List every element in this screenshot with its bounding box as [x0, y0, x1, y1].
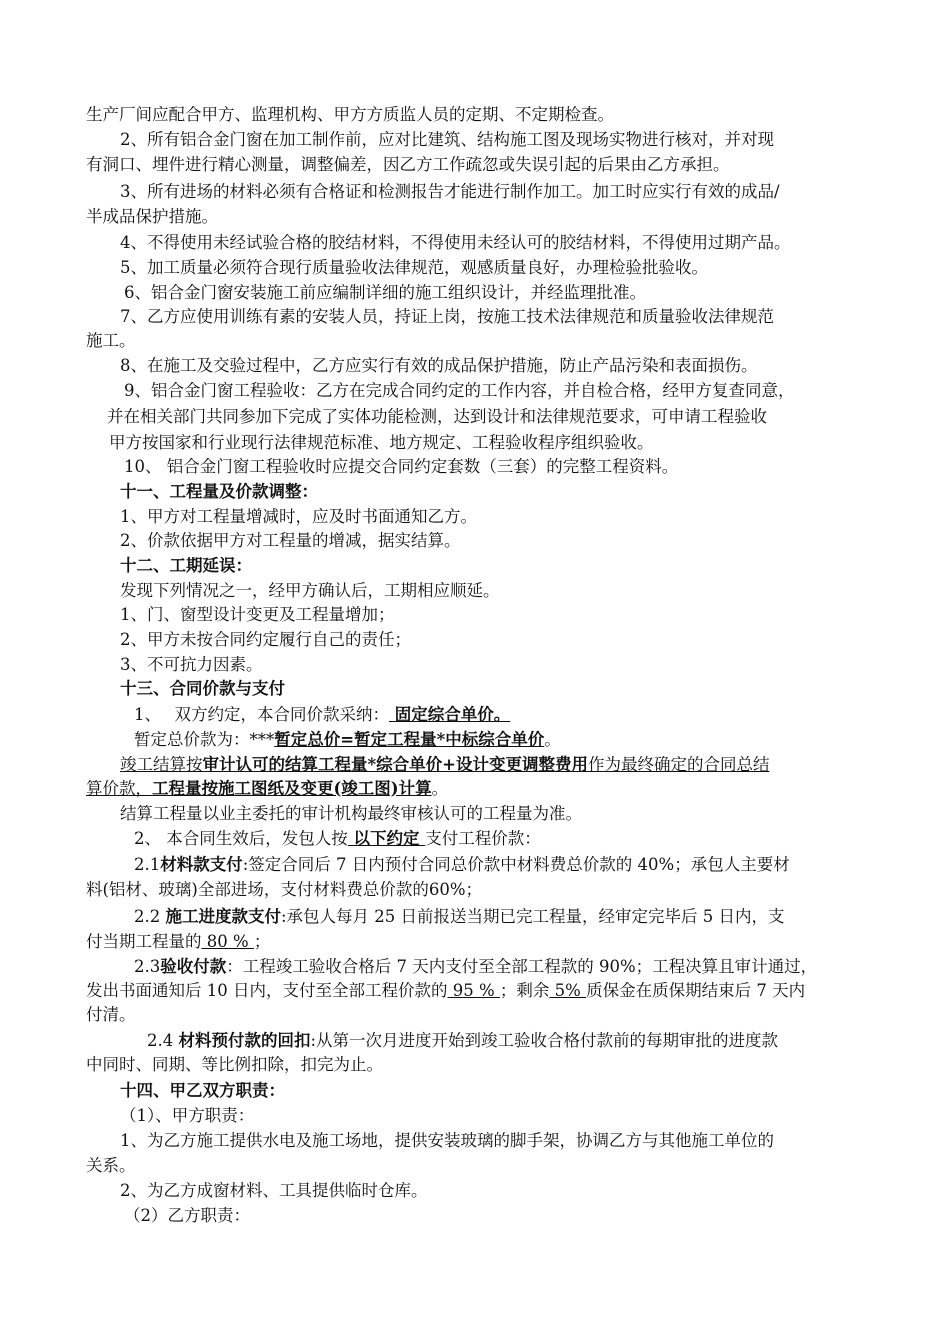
- text-line: （2）乙方职责：: [124, 1206, 250, 1225]
- text-line: 2、价款依据甲方对工程量的增减，据实结算。: [120, 531, 461, 550]
- text-line: [134, 854, 790, 876]
- section-heading-14: 十四、甲乙双方职责：: [120, 1081, 285, 1100]
- text-line: 4、不得使用未经试验合格的胶结材料，不得使用未经认可的胶结材料，不得使用过期产品。: [120, 233, 791, 252]
- text-line: 生产厂间应配合甲方、监理机构、甲方方质监人员的定期、不定期检查。: [86, 105, 614, 124]
- text-line: 7、乙方应使用训练有素的安装人员，持证上岗，按施工技术法律规范和质量验收法律规范: [120, 307, 774, 326]
- text-run: ；剩余: [499, 981, 550, 1000]
- text-line: [86, 931, 270, 953]
- text-run: 。: [544, 730, 561, 749]
- text-line: 甲方按国家和行业现行法律规范标准、地方规定、工程验收程序组织验收。: [109, 433, 654, 452]
- text-line: 1、甲方对工程量增减时，应及时书面通知乙方。: [120, 507, 477, 526]
- text-run: :签定合同后 7 日内预付合同总价款中材料费总价款的 40%；承包人主要材: [242, 855, 790, 874]
- text-line: 中同时、同期、等比例扣除，扣完为止。: [86, 1055, 383, 1074]
- text-run: 付当期工程量的: [86, 932, 202, 951]
- formula-text: 暂定总价=暂定工程量*中标综合单价: [274, 730, 545, 749]
- text-run: :承包人每月 25 日前报送当期已完工程量，经审定完毕后 5 日内，支: [281, 907, 785, 926]
- text-line: 并在相关部门共同参加下完成了实体功能检测，达到设计和法律规范要求，可申请工程验收: [107, 407, 767, 426]
- text-run: 2.3: [134, 957, 161, 976]
- text-run: 2.4: [147, 1031, 179, 1050]
- formula-text: 审计认可的结算工程量*综合单价+设计变更调整费用: [202, 755, 588, 774]
- text-line: [134, 729, 561, 751]
- text-line: 关系。: [86, 1156, 136, 1175]
- bold-label: 材料预付款的回扣: [178, 1031, 311, 1050]
- text-line: 5、加工质量必须符合现行质量验收法律规范，观感质量良好，办理检验批验收。: [120, 258, 708, 277]
- text-line: 发现下列情况之一，经甲方确认后，工期相应顺延。: [120, 581, 500, 600]
- text-run: ；: [253, 932, 271, 951]
- underlined-value: 5%: [549, 981, 587, 1000]
- text-run: 2.1: [134, 855, 161, 874]
- text-line: [134, 956, 817, 978]
- text-line: 结算工程量以业主委托的审计机构最终审核认可的工程量为准。: [120, 804, 582, 823]
- text-run: :从第一次月进度开始到竣工验收合格付款前的每期审批的进度款: [310, 1031, 779, 1050]
- text-line: 9、铝合金门窗工程验收：乙方在完成合同约定的工作内容，并自检合格，经甲方复查同意，: [124, 381, 795, 400]
- text-run: 。: [431, 779, 449, 798]
- bold-label: 施工进度款支付: [165, 907, 281, 926]
- text-line: 1、为乙方施工提供水电及施工场地，提供安装玻璃的脚手架，协调乙方与其他施工单位的: [120, 1131, 774, 1150]
- text-line: 2、甲方未按合同约定履行自己的责任；: [120, 630, 411, 649]
- text-line: 10、 铝合金门窗工程验收时应提交合同约定套数（三套）的完整工程资料。: [124, 457, 679, 476]
- underlined-value: 80 %: [201, 932, 254, 951]
- text-run: 发出书面通知后 10 日内，支付至全部工程价款的: [86, 981, 448, 1000]
- text-line: 2、为乙方成窗材料、工具提供临时仓库。: [120, 1181, 428, 1200]
- text-run: 暂定总价款为：***: [134, 730, 275, 749]
- text-line: [134, 828, 541, 850]
- text-run: 1、 双方约定，本合同价款采纳：: [134, 705, 389, 724]
- text-run: 算价款，: [86, 779, 152, 798]
- text-line: 付清。: [86, 1005, 136, 1024]
- text-run: 支付工程价款：: [425, 829, 541, 848]
- text-line: 3、不可抗力因素。: [120, 655, 263, 674]
- text-line: [134, 704, 510, 726]
- text-run: 2.2: [134, 907, 166, 926]
- text-line: [147, 1030, 778, 1052]
- text-line: [86, 980, 805, 1002]
- text-run: 作为最终确定的合同总结: [587, 755, 770, 774]
- bold-label: 验收付款: [160, 957, 227, 976]
- text-line: 2、所有铝合金门窗在加工制作前，应对比建筑、结构施工图及现场实物进行核对，并对现: [120, 130, 774, 149]
- underlined-value: 95 %: [447, 981, 500, 1000]
- formula-text: 工程量按施工图纸及变更(竣工图)计算: [152, 779, 432, 798]
- text-line: 6、铝合金门窗安装施工前应编制详细的施工组织设计，并经监理批准。: [124, 283, 646, 302]
- section-heading-11: 十一、工程量及价款调整：: [120, 482, 318, 501]
- text-line: （1）、甲方职责：: [120, 1106, 255, 1125]
- text-run: 2、 本合同生效后，发包人按: [134, 829, 348, 848]
- section-heading-12: 十二、工期延误：: [120, 556, 252, 575]
- text-line: 料(铝材、玻璃)全部进场，支付材料费总价款的60%；: [86, 880, 483, 899]
- text-line: 有洞口、埋件进行精心测量，调整偏差，因乙方工作疏忽或失误引起的后果由乙方承担。: [86, 155, 730, 174]
- text-line: 1、门、窗型设计变更及工程量增加；: [120, 605, 395, 624]
- text-run: 竣工结算按: [120, 755, 203, 774]
- section-heading-13: 十三、合同价款与支付: [120, 679, 285, 698]
- text-line: 半成品保护措施。: [86, 207, 218, 226]
- text-run: ：工程竣工验收合格后 7 天内支付至全部工程款的 90%；工程决算且审计通过，: [226, 957, 818, 976]
- underlined-text: 以下约定: [347, 829, 426, 848]
- text-line: [120, 754, 769, 776]
- price-method: 固定综合单价。: [389, 705, 511, 724]
- text-line: 8、在施工及交验过程中，乙方应实行有效的成品保护措施，防止产品污染和表面损伤。: [120, 356, 758, 375]
- text-line: [86, 778, 448, 800]
- text-line: 施工。: [86, 331, 136, 350]
- text-line: [134, 906, 785, 928]
- bold-label: 材料款支付: [160, 855, 243, 874]
- text-run: 质保金在质保期结束后 7 天内: [586, 981, 806, 1000]
- text-line: 3、所有进场的材料必须有合格证和检测报告才能进行制作加工。加工时应实行有效的成品/: [120, 182, 780, 201]
